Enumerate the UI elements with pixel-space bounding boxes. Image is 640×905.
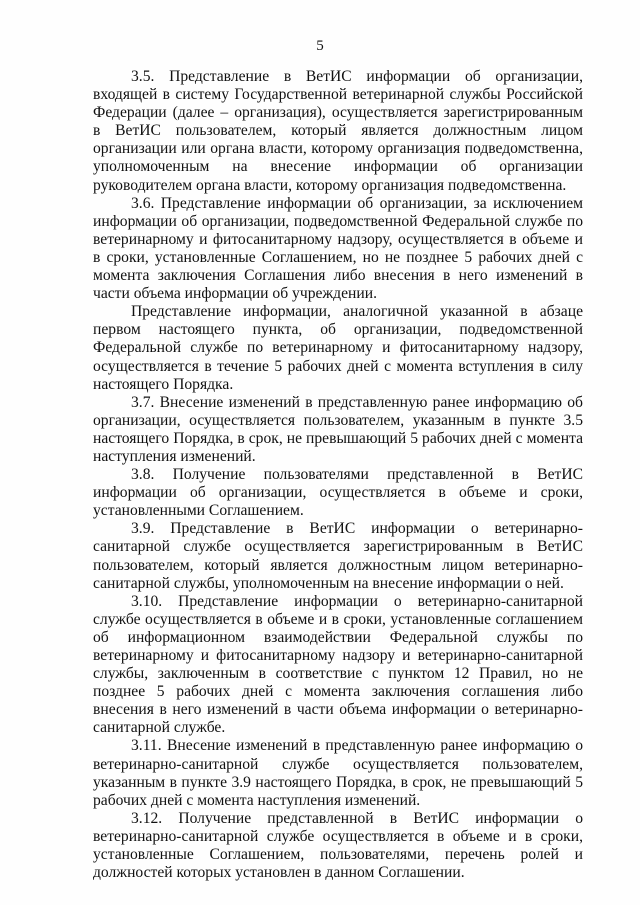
paragraph-3-7: 3.7. Внесение изменений в представленную ранее информацию об организации, осуществляется пользователем, указанным в пункте 3.5 настоящего Порядка, в срок, не превышающий 5 рабочих дней с момента наступления изменений. [93, 393, 583, 465]
paragraph-3-10: 3.10. Представление информации о ветеринарно-санитарной службе осуществляется в объеме и в сроки, установленные соглашением об информационном взаимодействии Федеральной службы по ветеринарному и фитосанитарному надзору и ветеринарно-санитарной службы, заключенным в соответствие с пунктом 12 Правил, но не позднее 5 рабочих дней с момента заключения соглашения либо внесения в него изменений в части объема информации о ветеринарно-санитарной службе. [93, 592, 583, 737]
paragraph-3-6-second: Представление информации, аналогичной указанной в абзаце первом настоящего пункта, об организации, подведомственной Федеральной службе по ветеринарному и фитосанитарному надзору, осуществляется в течение 5 рабочих дней с момента вступления в силу настоящего Порядка. [93, 303, 583, 393]
paragraph-3-5: 3.5. Представление в ВетИС информации об организации, входящей в систему Государственной ветеринарной службы Российской Федерации (далее – организация), осуществляется зарегистрированным в ВетИС пользователем, который является должностным лицом организации или органа власти, которому организация подведомственна, уполномоченным на внесение информации об организации руководителем органа власти, которому организация подведомственна. [93, 68, 583, 194]
paragraph-3-8: 3.8. Получение пользователями представленной в ВетИС информации об организации, осуществляется в объеме и сроки, установленными Соглашением. [93, 466, 583, 520]
paragraph-3-6: 3.6. Представление информации об организации, за исключением информации об организации, подведомственной Федеральной службе по ветеринарному и фитосанитарному надзору, осуществляется в объеме и в сроки, установленные Соглашением, но не позднее 5 рабочих дней с момента заключения Соглашения либо внесения в него изменений в части объема информации об учреждении. [93, 194, 583, 303]
paragraph-3-9: 3.9. Представление в ВетИС информации о ветеринарно-санитарной службе осуществляется зарегистрированным в ВетИС пользователем, который является должностным лицом ветеринарно-санитарной службы, уполномоченным на внесение информации о ней. [93, 520, 583, 592]
paragraph-3-11: 3.11. Внесение изменений в представленную ранее информацию о ветеринарно-санитарной службе осуществляется пользователем, указанным в пункте 3.9 настоящего Порядка, в срок, не превышающий 5 рабочих дней с момента наступления изменений. [93, 737, 583, 809]
document-body [93, 68, 583, 882]
page-number: 5 [316, 38, 324, 54]
paragraph-3-12: 3.12. Получение представленной в ВетИС информации о ветеринарно-санитарной службе осуществляется в объеме и в сроки, установленные Соглашением, пользователями, перечень ролей и должностей которых установлен в данном Соглашении. [93, 809, 583, 882]
